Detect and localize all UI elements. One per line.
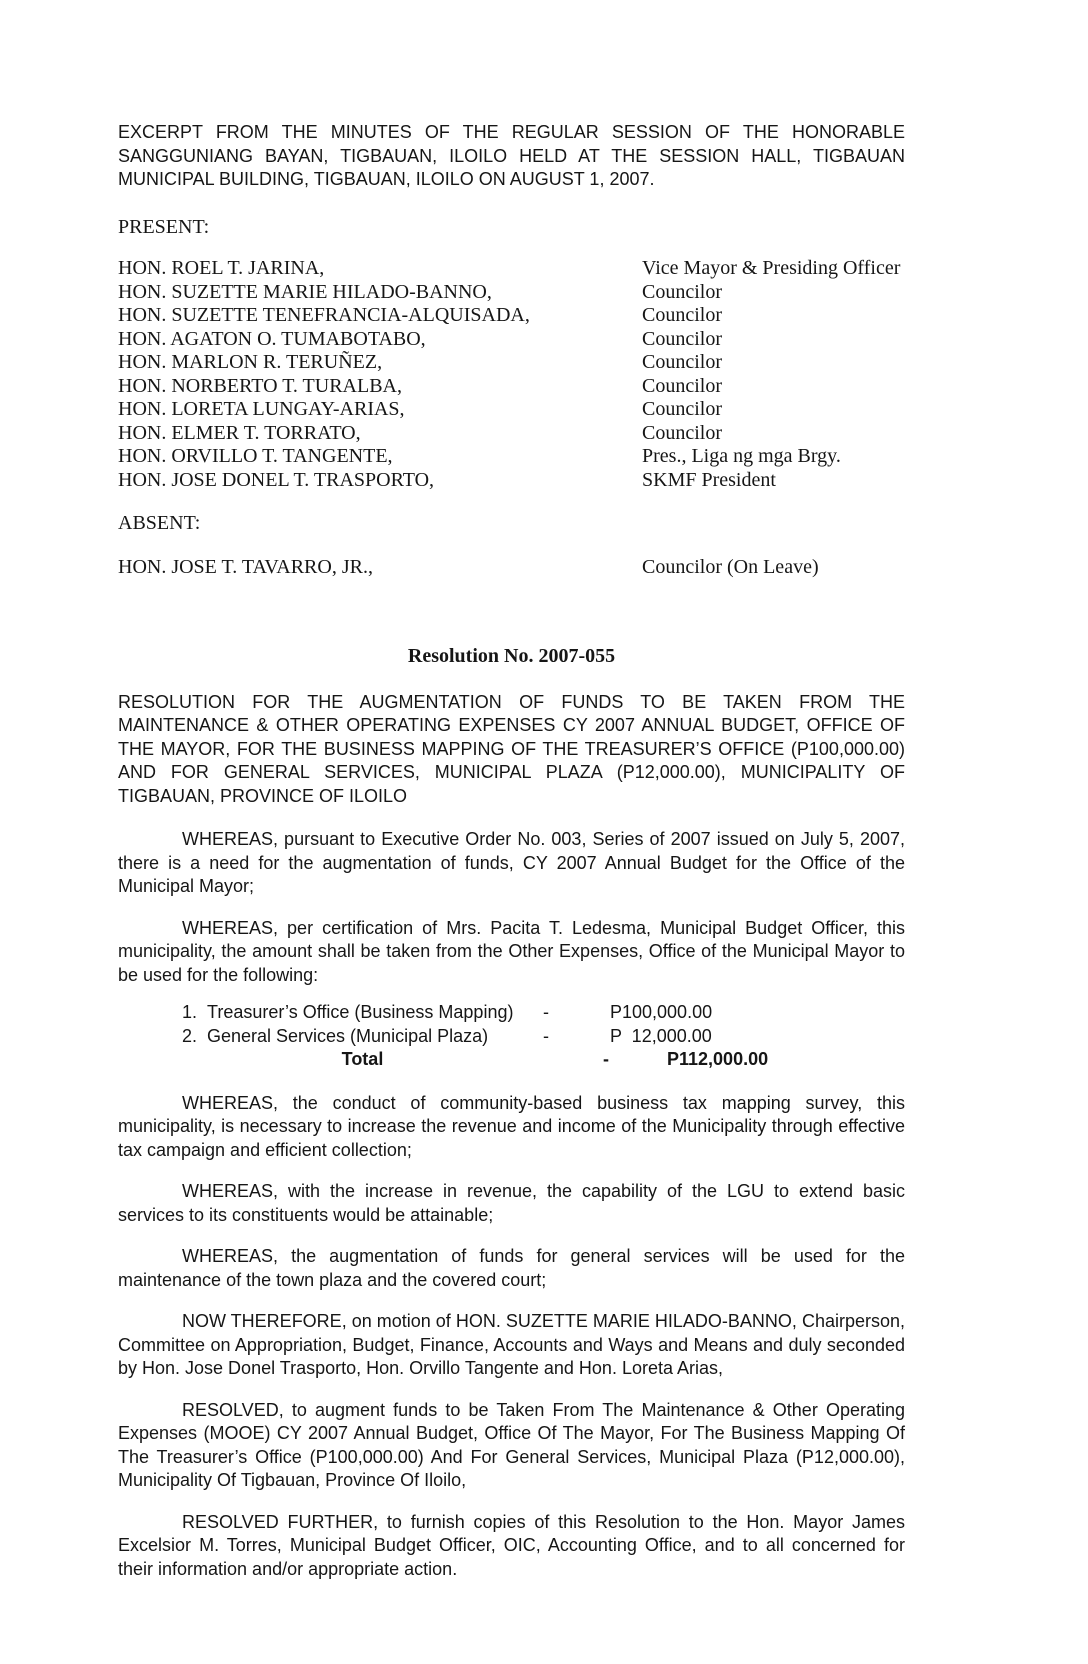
member-name: HON. LORETA LUNGAY-ARIAS, (118, 398, 405, 420)
budget-total-amount: P112,000.00 (667, 1049, 769, 1069)
absent-label: ABSENT: (118, 512, 201, 534)
budget-item-number: 1. (182, 1002, 198, 1022)
member-name: HON. NORBERTO T. TURALBA, (118, 374, 403, 397)
attendance-row (118, 469, 905, 493)
present-label: PRESENT: (118, 215, 210, 238)
attendance-row (118, 304, 905, 328)
member-role: Vice Mayor & Presiding Officer (642, 257, 901, 279)
resolution-title: RESOLUTION FOR THE AUGMENTATION OF FUNDS TO BE TAKEN FROM THE MAINTENANCE & OTHER OPERATING EXPENSES CY 2007 ANNUAL BUDGET, OFFICE OF THE MAYOR, FOR THE BUSINESS MAPPING OF THE TREASURER’S OFFICE (P100,000.00) AND FOR GENERAL SERVICES, MUNICIPAL PLAZA (P12,000.00), MUNICIPALITY OF TIGBAUAN, PROVINCE OF ILOILO (118, 691, 905, 806)
member-name: HON. ROEL T. JARINA, (118, 257, 325, 279)
attendance-row (118, 445, 905, 469)
budget-item-row (118, 1025, 905, 1049)
budget-item-dash: - (543, 1002, 549, 1022)
attendance-row (118, 398, 905, 422)
budget-item-description: Treasurer’s Office (Business Mapping) (207, 1002, 514, 1022)
member-name: HON. SUZETTE MARIE HILADO-BANNO, (118, 280, 492, 303)
attendance-row (118, 257, 905, 281)
member-role: Councilor (642, 351, 722, 373)
member-name: HON. AGATON O. TUMABOTABO, (118, 327, 426, 350)
whereas-conduct-paragraph: WHEREAS, the conduct of community-based business tax mapping survey, this municipality, is necessary to increase the revenue and income of the Municipality through effective tax campaign and efficient collection; (118, 1092, 905, 1160)
attendance-row (118, 351, 905, 375)
member-role: SKMF President (642, 468, 776, 491)
member-name: HON. SUZETTE TENEFRANCIA-ALQUISADA, (118, 304, 530, 326)
resolved-paragraph: RESOLVED, to augment funds to be Taken From The Maintenance & Other Operating Expenses (MOOE) CY 2007 Annual Budget, Office Of The Mayor, For The Business Mapping Of The Treasurer’s Office (P100,000.00) And For General Services, Municipal Plaza (P12,000.00), Municipality Of Tigbauan, Province Of Iloilo, (118, 1399, 905, 1490)
budget-item-amount: P 12,000.00 (610, 1025, 712, 1046)
member-role: Councilor (On Leave) (642, 555, 819, 578)
whereas-increase-paragraph: WHEREAS, with the increase in revenue, the capability of the LGU to extend basic services to its constituents would be attainable; (118, 1181, 905, 1225)
budget-item-amount: P100,000.00 (610, 1002, 713, 1022)
document-header: EXCERPT FROM THE MINUTES OF THE REGULAR SESSION OF THE HONORABLE SANGGUNIANG BAYAN, TIGBAUAN, ILOILO HELD AT THE SESSION HALL, TIGBAUAN MUNICIPAL BUILDING, TIGBAUAN, ILOILO ON AUGUST 1, 2007. (118, 122, 905, 189)
whereas-certification-paragraph: WHEREAS, per certification of Mrs. Pacita T. Ledesma, Municipal Budget Officer, this municipality, the amount shall be taken from the Other Expenses, Office of the Municipal Mayor to be used for the following: (118, 917, 905, 985)
member-role: Pres., Liga ng mga Brgy. (642, 445, 841, 467)
whereas-augmentation-paragraph: WHEREAS, the augmentation of funds for general services will be used for the maintenance of the town plaza and the covered court; (118, 1246, 905, 1290)
member-name: HON. MARLON R. TERUÑEZ, (118, 351, 383, 373)
member-role: Councilor (642, 304, 722, 326)
member-name: HON. JOSE DONEL T. TRASPORTO, (118, 468, 435, 491)
attendance-row (118, 328, 905, 352)
member-role: Councilor (642, 398, 722, 420)
attendance-row (118, 281, 905, 305)
attendance-list (118, 257, 905, 492)
budget-total-label: Total (341, 1049, 384, 1069)
budget-total-dash: - (603, 1049, 609, 1069)
attendance-row (118, 422, 905, 446)
now-therefore-paragraph: NOW THEREFORE, on motion of HON. SUZETTE MARIE HILADO-BANNO, Chairperson, Committee on Appropriation, Budget, Finance, Accounts and Ways and Means and duly seconded by Hon. Jose Donel Trasporto, Hon. Orvillo Tangente and Hon. Loreta Arias, (118, 1311, 905, 1378)
member-role: Councilor (642, 374, 722, 397)
member-name: HON. JOSE T. TAVARRO, JR., (118, 555, 373, 578)
budget-item-description: General Services (Municipal Plaza) (207, 1025, 489, 1046)
budget-total-row (118, 1048, 905, 1072)
member-role: Councilor (642, 280, 722, 303)
member-name: HON. ELMER T. TORRATO, (118, 421, 361, 444)
budget-item-dash: - (543, 1025, 549, 1046)
resolution-number-heading: Resolution No. 2007-055 (407, 645, 616, 667)
resolved-further-paragraph: RESOLVED FURTHER, to furnish copies of this Resolution to the Hon. Mayor James Excelsior M. Torres, Municipal Budget Officer, OIC, Accounting Office, and to all concerned for their information and/or appropriate action. (118, 1511, 905, 1579)
whereas-pursuant-paragraph: WHEREAS, pursuant to Executive Order No. 003, Series of 2007 issued on July 5, 2007, there is a need for the augmentation of funds, CY 2007 Annual Budget for the Office of the Municipal Mayor; (118, 829, 905, 896)
absent-row (118, 556, 905, 580)
budget-item-row (118, 1001, 905, 1025)
attendance-row (118, 375, 905, 399)
member-role: Councilor (642, 327, 722, 350)
budget-item-number: 2. (182, 1025, 198, 1046)
budget-list (118, 1001, 905, 1072)
member-name: HON. ORVILLO T. TANGENTE, (118, 445, 393, 467)
member-role: Councilor (642, 421, 722, 444)
